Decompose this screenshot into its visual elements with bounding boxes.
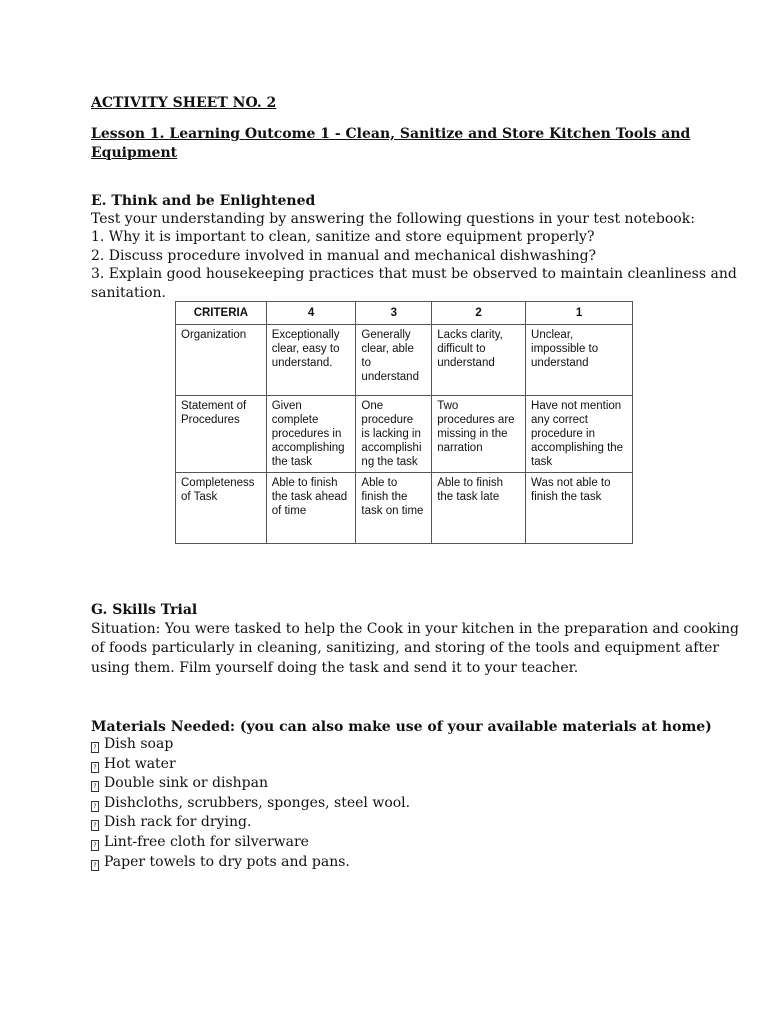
table-cell: Exceptionally clear, easy to understand. <box>266 325 356 396</box>
missing-glyph-box-icon: ? <box>91 781 99 792</box>
list-item-label: Dish soap <box>104 736 174 752</box>
list-item <box>91 774 410 794</box>
missing-glyph-box-icon: ? <box>91 801 99 812</box>
list-item <box>91 735 410 755</box>
table-cell: Two procedures are missing in the narration <box>432 396 526 473</box>
question-2: 2. Discuss procedure involved in manual and mechanical dishwashing? <box>91 248 597 264</box>
list-item <box>91 794 410 814</box>
list-item <box>91 833 410 853</box>
rubric-header-score-1: 1 <box>526 302 633 325</box>
table-row <box>176 325 633 396</box>
table-row <box>176 396 633 473</box>
table-cell: Lacks clarity, difficult to understand <box>432 325 526 396</box>
lesson-title-line1: Lesson 1. Learning Outcome 1 - Clean, Sanitize and Store Kitchen Tools and <box>91 126 691 142</box>
list-item <box>91 755 410 775</box>
table-cell: One procedure is lacking in accomplishi ng the task <box>356 396 432 473</box>
table-cell: Have not mention any correct procedure in accomplishing the task <box>526 396 633 473</box>
missing-glyph-box-icon: ? <box>91 820 99 831</box>
situation-line1: Situation: You were tasked to help the Cook in your kitchen in the preparation and cooking <box>91 621 739 637</box>
activity-sheet-heading: ACTIVITY SHEET NO. 2 <box>91 95 277 111</box>
materials-list <box>91 735 410 872</box>
question-3-line2: sanitation. <box>91 285 166 301</box>
table-cell: Given complete procedures in accomplishing the task <box>266 396 356 473</box>
section-g-title: G. Skills Trial <box>91 602 198 618</box>
list-item-label: Dishcloths, scrubbers, sponges, steel wool. <box>104 794 411 811</box>
list-item-label: Lint-free cloth for silverware <box>104 833 309 850</box>
section-e-intro: Test your understanding by answering the following questions in your test notebook: <box>91 211 695 227</box>
list-item-label: Hot water <box>104 755 176 772</box>
question-1: 1. Why it is important to clean, sanitize and store equipment properly? <box>91 229 595 245</box>
rubric-header-score-4: 4 <box>266 302 356 325</box>
table-cell: Generally clear, able to understand <box>356 325 432 396</box>
rubric-header-criteria: CRITERIA <box>176 302 267 325</box>
missing-glyph-box-icon: ? <box>91 742 99 753</box>
table-cell: Able to finish the task late <box>432 473 526 544</box>
lesson-title-line2: Equipment <box>91 145 178 161</box>
missing-glyph-box-icon: ? <box>91 762 99 773</box>
missing-glyph-box-icon: ? <box>91 840 99 851</box>
table-cell: Completeness of Task <box>176 473 267 544</box>
materials-title: Materials Needed: (you can also make use of your available materials at home) <box>91 719 712 735</box>
missing-glyph-box-icon: ? <box>91 860 99 871</box>
rubric-header-score-3: 3 <box>356 302 432 325</box>
table-cell: Statement of Procedures <box>176 396 267 473</box>
situation-line3: using them. Film yourself doing the task and send it to your teacher. <box>91 660 579 676</box>
list-item-label: Paper towels to dry pots and pans. <box>104 853 350 870</box>
rubric-table <box>175 301 633 544</box>
table-cell: Able to finish the task ahead of time <box>266 473 356 544</box>
table-cell: Able to finish the task on time <box>356 473 432 544</box>
table-cell: Unclear, impossible to understand <box>526 325 633 396</box>
question-3-line1: 3. Explain good housekeeping practices that must be observed to maintain cleanliness and <box>91 266 737 282</box>
list-item <box>91 813 410 833</box>
list-item-label: Dish rack for drying. <box>104 814 252 831</box>
rubric-header-score-2: 2 <box>432 302 526 325</box>
list-item-label: Double sink or dishpan <box>104 775 268 792</box>
table-cell: Organization <box>176 325 267 396</box>
rubric-header-row <box>176 302 633 325</box>
section-e-title: E. Think and be Enlightened <box>91 193 316 209</box>
situation-line2: of foods particularly in cleaning, sanitizing, and storing of the tools and equipment after <box>91 640 720 656</box>
table-row <box>176 473 633 544</box>
table-cell: Was not able to finish the task <box>526 473 633 544</box>
list-item <box>91 853 410 873</box>
